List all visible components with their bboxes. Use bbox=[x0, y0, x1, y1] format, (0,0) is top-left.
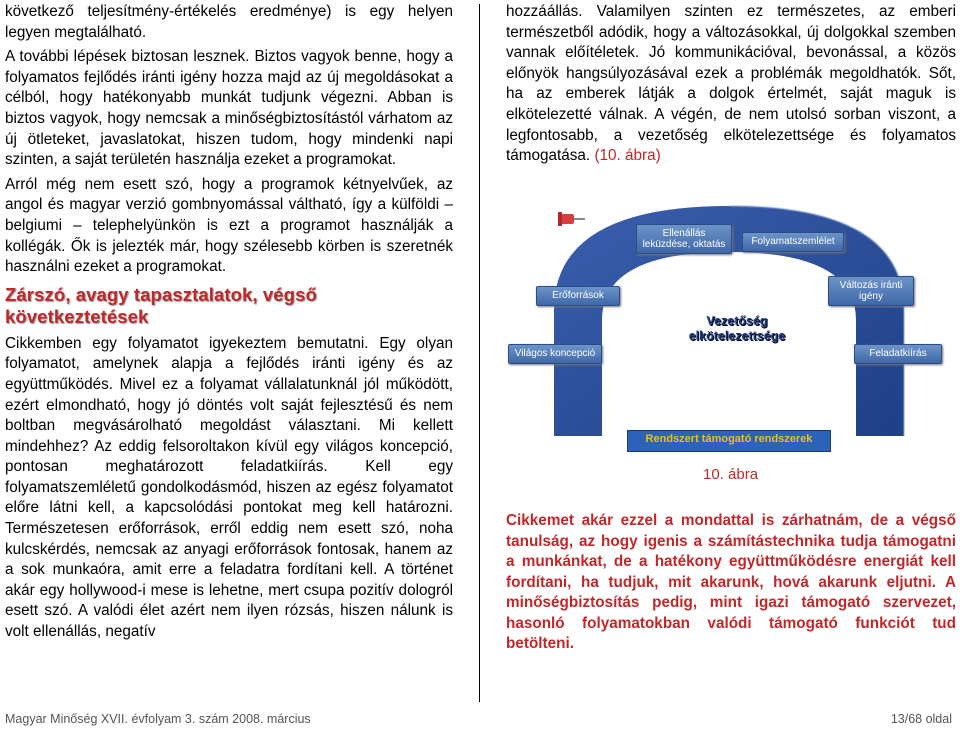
paragraph bbox=[506, 2, 956, 167]
center-title-line: Vezetőség bbox=[706, 314, 768, 328]
box-process-view bbox=[742, 232, 844, 252]
paragraph-text: hozzáállás. Valamilyen szinten ez természetes, az emberi természetből adódik, hogy a változásokkal, új dolgokkal szemben vannak előítéletek. Jó kommunikációval, bevonással, a közös előnyök hangsúlyozásával ezek a problémák megoldhatók. Sőt, ha az emberek látják a dolgok értelmét, saját maguk is elkötelezetté válnak. A végén, de nem utolsó sorban viszont, a legfontosabb, a vezetőség elkötelezettsége és folyamatos támogatása. bbox=[506, 3, 956, 165]
box-label: Feladatkiírás bbox=[869, 348, 927, 359]
column-divider bbox=[479, 4, 480, 702]
support-systems-label: Rendszert támogató rendszerek bbox=[645, 433, 813, 445]
pushpin-icon bbox=[556, 208, 586, 230]
figure-reference: (10. ábra) bbox=[594, 147, 661, 165]
figure-10-diagram bbox=[506, 196, 956, 458]
footer-publication: Magyar Minőség XVII. évfolyam 3. szám 2008. március bbox=[5, 712, 311, 726]
right-column bbox=[506, 2, 956, 171]
box-task-spec bbox=[854, 344, 942, 364]
conclusion-block bbox=[506, 511, 956, 659]
paragraph: következő teljesítmény-értékelés eredménye) is egy helyen legyen megtalálható. bbox=[5, 3, 453, 41]
box-label: Folyamatszemlélet bbox=[751, 236, 835, 247]
box-label: igény bbox=[859, 291, 883, 302]
conclusion-paragraph: Cikkemet akár ezzel a mondattal is zárhatnám, de a végső tanulság, az hogy igenis a számítástechnika tudja támogatni a munkánkat, de a hatékony együttműködésre energiát kell fordítani, ha tudjuk, mit akarunk, hová akarunk eljutni. A minőségbiztosítás pedig, mint igazi támogató szervezet, hasonló folyamatokban valódi támogató funkciót tud betölteni. bbox=[506, 512, 956, 652]
figure-caption: 10. ábra bbox=[703, 466, 759, 483]
paragraph: Cikkemben egy folyamatot igyekeztem bemutatni. Egy olyan folyamatot, amelynek alapja a fejlődés iránti igény és az együttműködés. Mivel ez a folyamat vállalatunknál jól működött, ezért elmondható, hogy jó döntés volt saját fejlesztésű és nem boltban megvásárolható megoldást választani. Mi kellett mindehhez? Az eddig felsoroltakon kívül egy világos koncepció, pontosan meghatározott feladatkiírás. Kell egy folyamatszemléletű gondolkodásmód, hiszen az egész folyamatot előre látni kell, a kapcsolódási pontokat meg kell határozni. Természetesen erőforrások, erről eddig nem esett szó, noha kulcskérdés, nemcsak az anyagi erőforrások fontosak, hanem az a sok munkaóra, amit erre a feladatra fordítani kell. A történet akár egy hollywood-i mese is lehetne, mert csupa pozitív dologról esett szó. A valódi élet azért nem ilyen rózsás, hiszen nálunk is volt ellenállás, negatív bbox=[5, 334, 453, 641]
box-resistance bbox=[636, 224, 732, 254]
footer-page-number: 13/68 oldal bbox=[890, 712, 952, 726]
box-resources bbox=[536, 286, 620, 306]
box-clear-concept bbox=[508, 344, 602, 364]
left-column bbox=[5, 2, 453, 647]
section-heading: Zárszó, avagy tapasztalatok, végső következtetések bbox=[5, 283, 317, 327]
paragraph: Arról még nem esett szó, hogy a programok kétnyelvűek, az angol és magyar verzió gombnyomással váltható, így a külföldi – belgiumi – telephelyünkön is ezt a programot használják a kollégák. Ők is jelezték már, hogy szélesebb körben is szeretnék használni ezeket a programokat. bbox=[5, 175, 453, 276]
box-label: Világos koncepció bbox=[514, 348, 596, 359]
support-systems-bar bbox=[627, 430, 831, 452]
center-title bbox=[674, 314, 800, 344]
box-label: Erőforrások bbox=[552, 290, 604, 301]
center-title-line: elkötelezettsége bbox=[688, 329, 786, 343]
box-label: Ellenállás bbox=[662, 228, 706, 239]
paragraph: A további lépések biztosan lesznek. Biztos vagyok benne, hogy a folyamatos fejlődés iránti igény hozza majd az új megoldásokat a célból, hogy hatékonyabb munkát tudjunk végezni. Abban is biztos vagyok, hogy nemcsak a minőségbiztosítástól várhatom az új ötleteket, javaslatokat, hiszen tudom, hogy mindenki napi szinten, a saját területén használja ezeket a programokat. bbox=[5, 48, 453, 169]
box-change-need bbox=[828, 276, 914, 306]
box-label: Változás iránti bbox=[839, 280, 903, 291]
box-label: leküzdése, oktatás bbox=[642, 239, 726, 250]
